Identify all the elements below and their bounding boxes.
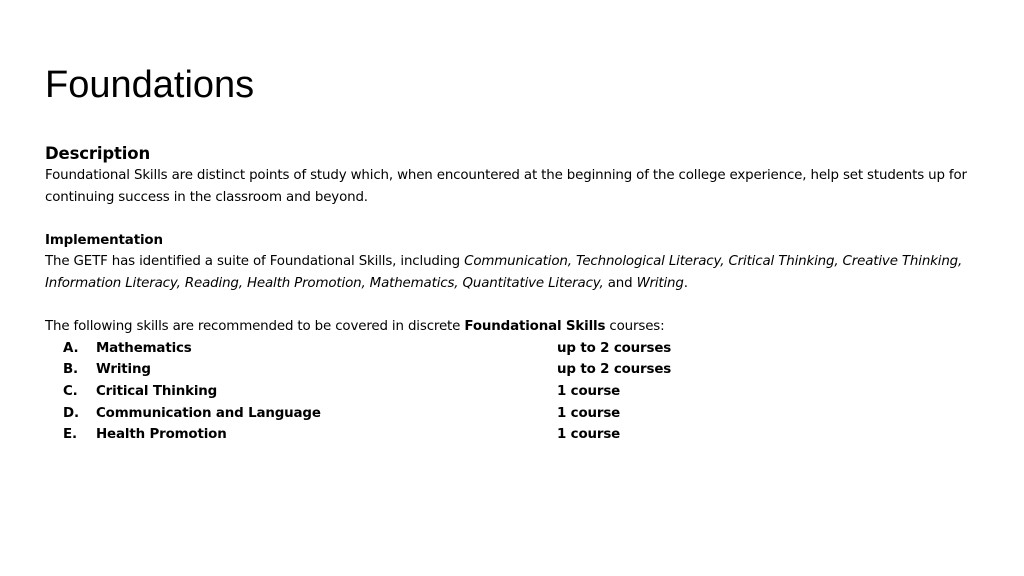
skill-item-writing bbox=[45, 359, 975, 381]
skill-name: Critical Thinking bbox=[96, 383, 218, 399]
recommendation-bold-term: Foundational Skills bbox=[464, 319, 606, 335]
skill-name: Writing bbox=[96, 362, 151, 378]
skill-item-mathematics bbox=[45, 338, 975, 360]
skill-item-health-promotion bbox=[45, 424, 975, 446]
implementation-skill-last: Writing bbox=[636, 275, 684, 291]
skill-name: Mathematics bbox=[96, 340, 192, 356]
recommendation-text-end: courses: bbox=[605, 319, 665, 335]
skill-course-count: 1 course bbox=[557, 405, 621, 421]
implementation-text-end: . bbox=[683, 275, 688, 291]
skill-letter: C. bbox=[63, 383, 78, 399]
skill-letter: D. bbox=[63, 405, 79, 421]
skill-course-count: up to 2 courses bbox=[557, 362, 672, 378]
description-text: Foundational Skills are distinct points of study which, when encountered at the beginning of the college experience, help set students up for continuing success in the classroom and beyond. bbox=[45, 168, 967, 205]
implementation-skills-list: Communication, Technological Literacy, Critical Thinking, Creative Thinking, Information Literacy, Reading, Health Promotion, Mathematics, Quantitative Literacy, bbox=[45, 254, 963, 291]
skill-letter: E. bbox=[63, 427, 77, 443]
slide-body bbox=[45, 143, 975, 446]
implementation-text-and: and bbox=[603, 275, 637, 291]
recommendation-text bbox=[45, 316, 975, 338]
description-heading: Description bbox=[45, 144, 151, 163]
spacer bbox=[45, 208, 975, 230]
skill-item-critical-thinking bbox=[45, 381, 975, 403]
skills-list bbox=[45, 338, 975, 446]
skill-course-count: up to 2 courses bbox=[557, 340, 672, 356]
spacer bbox=[45, 295, 975, 317]
skill-name: Communication and Language bbox=[96, 405, 321, 421]
skill-name: Health Promotion bbox=[96, 427, 227, 443]
implementation-heading: Implementation bbox=[45, 232, 163, 248]
implementation-text bbox=[45, 251, 975, 294]
skill-letter: A. bbox=[63, 340, 79, 356]
implementation-text-start: The GETF has identified a suite of Foundational Skills, including bbox=[45, 254, 465, 270]
slide-title: Foundations bbox=[45, 64, 255, 106]
skill-letter: B. bbox=[63, 362, 78, 378]
skill-item-communication-and-language bbox=[45, 403, 975, 425]
skill-course-count: 1 course bbox=[557, 427, 621, 443]
skill-course-count: 1 course bbox=[557, 383, 621, 399]
recommendation-text-start: The following skills are recommended to be covered in discrete bbox=[45, 319, 465, 335]
